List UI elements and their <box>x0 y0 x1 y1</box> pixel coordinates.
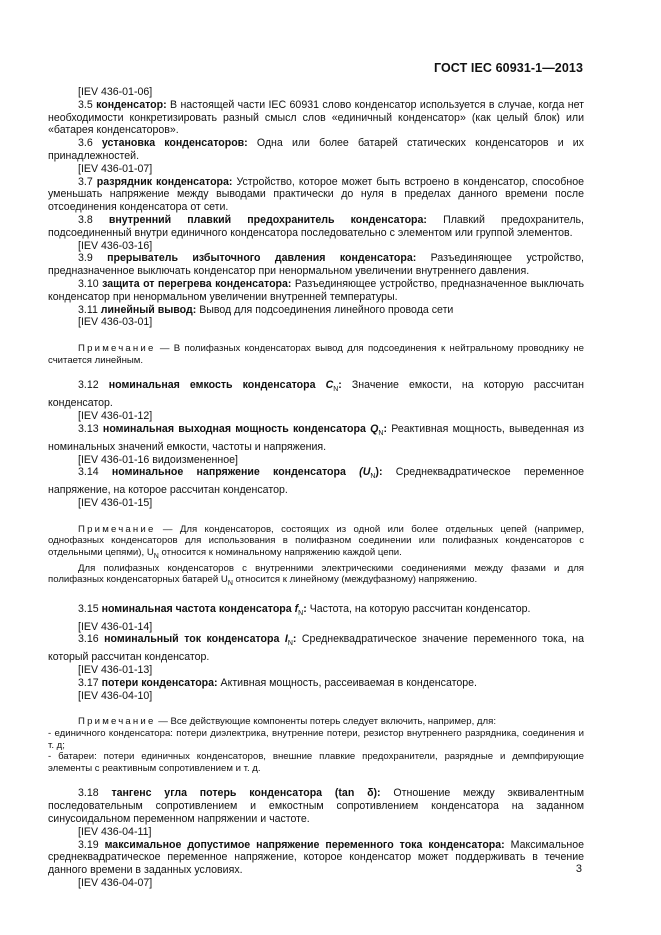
term-definition <box>48 839 584 877</box>
term-colon: : <box>383 422 387 435</box>
note-text: — В полифазных конденсаторах вывод для подсоединения к нейтральному проводнику не считается линейным. <box>48 343 584 366</box>
clause-number: 3.16 <box>78 633 99 646</box>
spacer <box>48 702 584 716</box>
subscript: N <box>287 640 293 648</box>
clause-number: 3.15 <box>78 602 99 615</box>
note-text: — Для конденсаторов, состоящих из одной или более отдельных цепей (например, однофазных конденсаторов для использования в полифазном соединении или полифазных конденсаторов с отдельными цепями), U <box>48 523 584 559</box>
iev-reference: [IEV 436-03-16] <box>78 239 153 252</box>
clause-number: 3.19 <box>78 838 99 851</box>
definition-text: Устройство, которое может быть встроено в конденсатор, способное уменьшать напряжение между выводами практически до нуля в пределах данного времени после отсоединения конденсатора от сети. <box>48 175 584 214</box>
definition-text: Среднеквадратическое значение переменного тока, на который рассчитан конденсатор. <box>48 633 584 664</box>
term-symbol: C <box>325 379 334 392</box>
clause-number: 3.13 <box>78 422 99 435</box>
term-definition <box>48 214 584 240</box>
iev-reference: [IEV 436-01-15] <box>78 497 153 510</box>
definition-text: Частота, на которую рассчитан конденсатор. <box>306 602 531 615</box>
spacer <box>48 590 584 603</box>
term-definition <box>48 99 584 137</box>
spacer <box>48 510 584 524</box>
term-definition <box>48 278 584 304</box>
term-name: номинальная частота конденсатора <box>101 602 292 615</box>
iev-reference: [IEV 436-01-12] <box>78 410 153 423</box>
subscript: N <box>333 386 339 394</box>
subscript: N <box>378 429 384 437</box>
term-definition <box>48 137 584 163</box>
term-name: тангенс угла потерь конденсатора (tan δ): <box>111 787 381 800</box>
term-definition <box>48 379 584 410</box>
iev-reference: [IEV 436-01-16 видоизмененное] <box>78 453 238 466</box>
clause-number: 3.6 <box>78 137 93 150</box>
definition-text: Реактивная мощность, выведенная из номинальных значений емкости, частоты и напряжения. <box>48 422 584 453</box>
definition-text: Разъединяющее устройство, предназначенное выключать конденсатор при ненормальном увеличении внутреннего давления. <box>48 252 584 278</box>
term-definition <box>48 423 584 454</box>
note <box>48 524 584 563</box>
term-name: номинальный ток конденсатора <box>104 633 280 646</box>
note-text: — Все действующие компоненты потерь следует включить, например, для: <box>155 716 496 728</box>
term-definition <box>48 633 584 664</box>
standard-designation: ГОСТ IEC 60931-1—2013 <box>433 61 583 75</box>
term-name: максимальное допустимое напряжение переменного тока конденсатора: <box>104 838 505 851</box>
page-number: 3 <box>575 863 582 875</box>
term-definition <box>48 466 584 497</box>
subscript: N <box>370 473 376 481</box>
clause-number: 3.5 <box>78 98 93 111</box>
spacer <box>48 329 584 343</box>
note <box>48 343 584 366</box>
term-name: защита от перегрева конденсатора: <box>102 277 292 290</box>
subscript: N <box>153 552 159 560</box>
iev-reference: [IEV 436-03-01] <box>78 316 153 329</box>
definition-text: Отношение между эквивалентным последовательным сопротивлением и емкостным сопротивлением конденсатора на заданном синусоидальном переменном напряжении и частоте. <box>48 787 584 825</box>
iev-reference: [IEV 436-01-14] <box>78 620 153 633</box>
definition-text: Максимальное среднеквадратическое переменное напряжение, которое конденсатор может поддерживать в течение данного времени в заданных условиях. <box>48 838 584 877</box>
term-symbol: (U <box>359 466 371 479</box>
term-definition <box>48 603 584 621</box>
term-definition <box>48 304 584 317</box>
clause-number: 3.12 <box>78 379 99 392</box>
definition-text: В настоящей части IEC 60931 слово конденсатор используется в случае, когда нет необходимости конкретизировать разный смысл слов «единичный конденсатор» (как целый блок) или «батарея конденсаторов». <box>48 98 584 137</box>
subscript: N <box>227 580 233 588</box>
term-colon: : <box>338 379 342 392</box>
definition-text: Активная мощность, рассеиваемая в конденсаторе. <box>217 676 477 689</box>
definition-text: Значение емкости, на которую рассчитан конденсатор. <box>48 379 584 410</box>
clause-number: 3.18 <box>78 787 99 800</box>
clause-number: 3.9 <box>78 252 93 265</box>
term-name: номинальная выходная мощность конденсатора <box>102 422 366 435</box>
term-colon: ): <box>375 466 383 479</box>
iev-reference: [IEV 436-01-06] <box>78 86 153 98</box>
subscript: N <box>298 609 304 617</box>
definition-text: Одна или более батарей статических конденсаторов и их принадлежностей. <box>48 137 584 162</box>
term-name: номинальное напряжение конденсатора <box>111 466 346 479</box>
term-name: конденсатор: <box>96 98 167 111</box>
iev-reference: [IEV 436-04-11] <box>78 825 152 838</box>
definition-text: Разъединяющее устройство, предназначенное выключать конденсатор при ненормальном увеличении внутренней температуры. <box>48 277 584 303</box>
term-definition <box>48 252 584 278</box>
note-label: Примечание <box>78 716 156 728</box>
note-label: Примечание <box>78 523 156 535</box>
term-symbol: f <box>294 602 299 615</box>
note <box>48 716 584 728</box>
term-name: потери конденсатора: <box>101 676 218 689</box>
document-body <box>48 86 584 890</box>
definition-text: Плавкий предохранитель, подсоединенный внутри единичного конденсатора последовательно с элементом или группой элементов. <box>48 213 584 239</box>
clause-number: 3.10 <box>78 277 99 290</box>
term-symbol: Q <box>370 422 379 435</box>
spacer <box>48 774 584 787</box>
iev-reference: [IEV 436-04-07] <box>78 876 153 889</box>
iev-reference: [IEV 436-01-13] <box>78 664 153 677</box>
term-name: установка конденсаторов: <box>101 137 248 150</box>
clause-number: 3.8 <box>78 213 93 226</box>
note-text: относится к номинальному напряжению каждой цепи. <box>158 547 402 559</box>
note-list-item: - единичного конденсатора: потери диэлектрика, внутренние потери, резистор внутреннего разрядника, соединения и т. д; <box>48 728 584 751</box>
iev-reference: [IEV 436-04-10] <box>78 689 153 702</box>
clause-number: 3.7 <box>78 175 93 188</box>
clause-number: 3.14 <box>78 466 99 479</box>
definition-text: Среднеквадратическое переменное напряжение, на которое рассчитан конденсатор. <box>48 466 584 497</box>
term-name: прерыватель избыточного давления конденсатора: <box>107 252 417 265</box>
note-text: относится к линейному (междуфазному) напряжению. <box>232 574 478 586</box>
spacer <box>48 366 584 379</box>
term-colon: : <box>292 633 297 646</box>
clause-number: 3.11 <box>78 303 98 316</box>
note-list-item: - батареи: потери единичных конденсаторов, внешние плавкие предохранители, разрядные и демпфирующие элементы с реактивным сопротивлением и т. д. <box>48 751 584 774</box>
term-colon: : <box>303 602 307 615</box>
definition-text: Вывод для подсоединения линейного провода сети <box>196 303 454 316</box>
term-definition <box>48 677 584 690</box>
term-name: номинальная емкость конденсатора <box>108 379 316 392</box>
note-text: Для полифазных конденсаторов с внутренними электрическими соединениями между фазами и для полифазных конденсаторных батарей U <box>48 562 584 586</box>
term-name: разрядник конденсатора: <box>96 175 233 188</box>
clause-number: 3.17 <box>78 676 99 689</box>
iev-reference: [IEV 436-01-07] <box>78 162 153 175</box>
note-label: Примечание <box>78 343 156 355</box>
term-name: линейный вывод: <box>100 303 197 316</box>
note <box>48 563 584 590</box>
term-name: внутренний плавкий предохранитель конденсатора: <box>108 213 427 226</box>
term-symbol: I <box>284 633 288 646</box>
term-definition <box>48 176 584 214</box>
term-definition <box>48 787 584 825</box>
